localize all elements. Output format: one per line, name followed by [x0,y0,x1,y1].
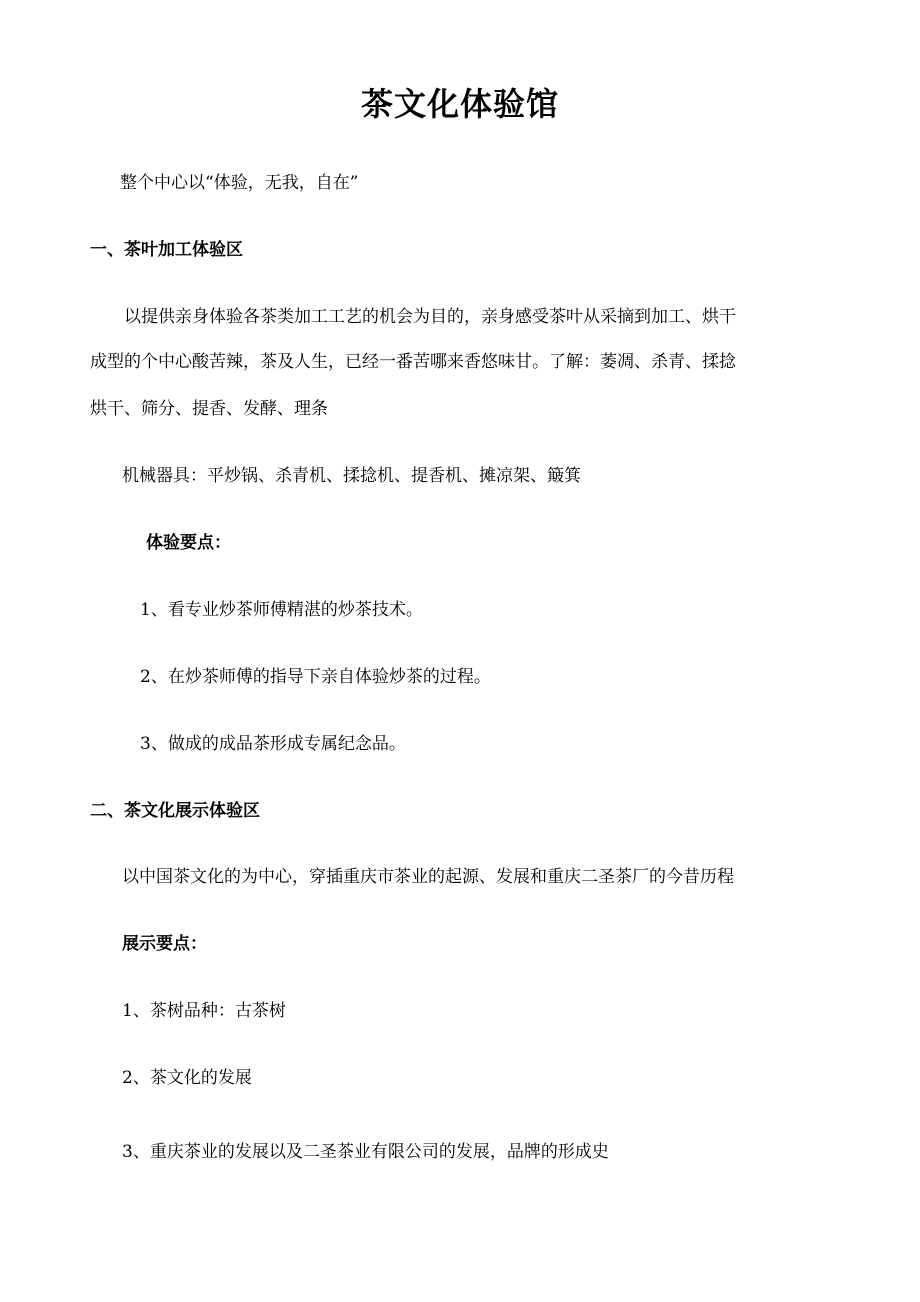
section1-point-1: 1、看专业炒茶师傅精湛的炒茶技术。 [140,600,423,620]
section1-paragraph-line-1: 以提供亲身体验各茶类加工工艺的机会为目的，亲身感受茶叶从采摘到加工、烘干 [124,307,736,327]
section2-point-1: 1、茶树品种：古茶树 [122,1001,286,1021]
section2-points-label: 展示要点： [122,934,207,954]
section1-point-3: 3、做成的成品茶形成专属纪念品。 [140,734,406,754]
section1-paragraph-line-2: 成型的个中心酸苦辣，茶及人生，已经一番苦哪来香悠味甘。了解：萎凋、杀青、揉捻 [90,352,736,372]
section2-heading: 二、茶文化展示体验区 [90,801,260,821]
section2-point-3: 3、重庆茶业的发展以及二圣茶业有限公司的发展，品牌的形成史 [122,1142,609,1162]
section2-point-2: 2、茶文化的发展 [122,1068,252,1088]
section1-paragraph-line-3: 烘干、筛分、提香、发酵、理条 [90,399,328,419]
section1-points-label: 体验要点： [146,533,231,553]
section1-equipment: 机械器具：平炒锅、杀青机、揉捻机、提香机、摊凉架、簸箕 [122,466,581,486]
section1-heading: 一、茶叶加工体验区 [90,240,243,260]
section2-paragraph: 以中国茶文化的为中心，穿插重庆市茶业的起源、发展和重庆二圣茶厂的今昔历程 [122,867,734,887]
intro-text: 整个中心以“体验，无我，自在” [120,173,359,193]
section1-point-2: 2、在炒茶师傅的指导下亲自体验炒茶的过程。 [140,667,491,687]
document-title: 茶文化体验馆 [360,85,559,123]
